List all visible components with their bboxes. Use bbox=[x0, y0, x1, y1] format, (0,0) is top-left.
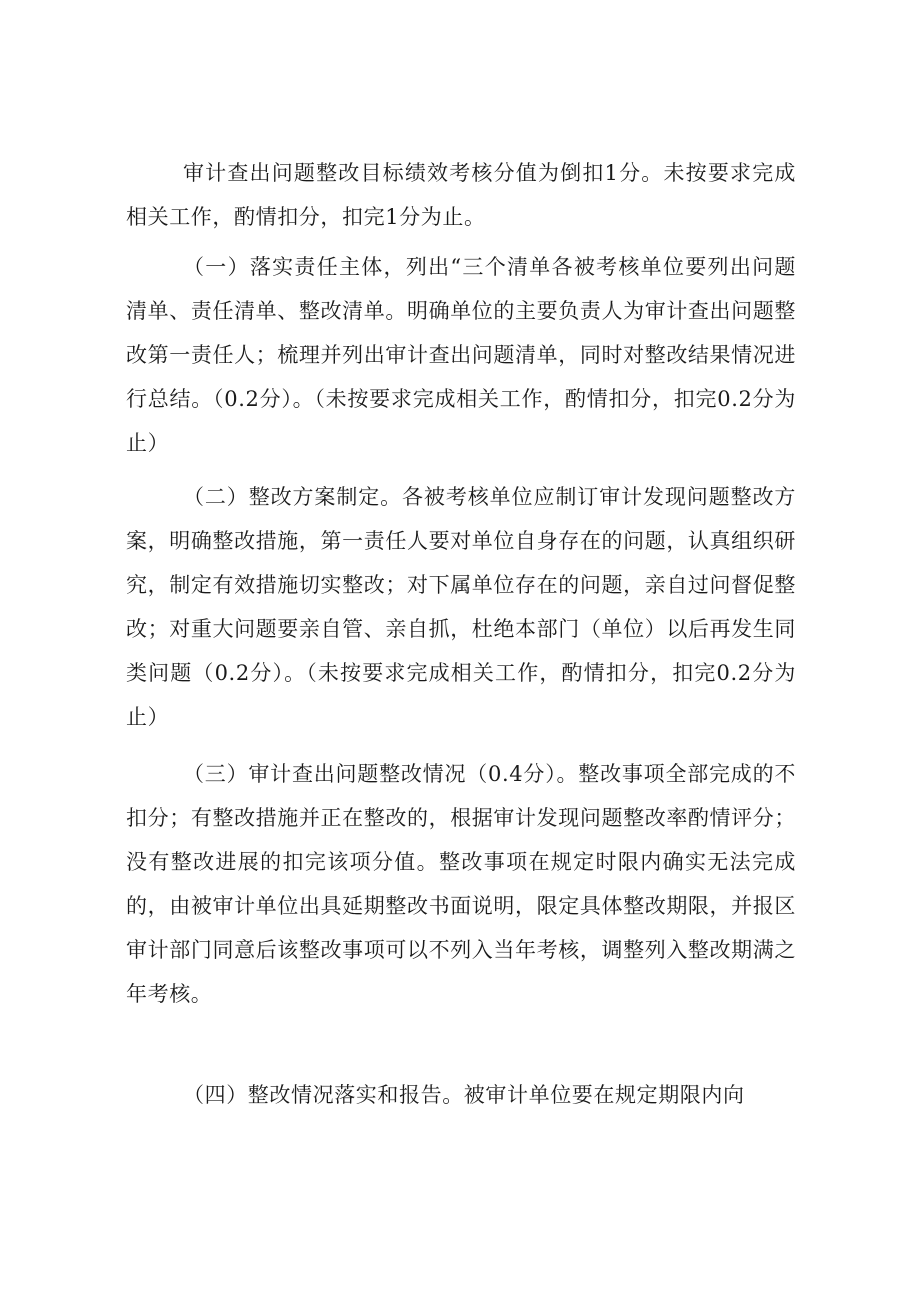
paragraph-section-3: （三）审计查出问题整改情况（0.4分）。整改事项全部完成的不扣分；有整改措施并正在整改的，根据审计发现问题整改率酌情评分；没有整改进展的扣完该项分值。整改事项在规定时限内确实无法完成的，由被审计单位出具延期整改书面说明，限定具体整改期限，并报区审计部门同意后该整改事项可以不列入当年考核，调整列入整改期满之年考核。 bbox=[126, 762, 796, 1006]
paragraph-section-4: （四）整改情况落实和报告。被审计单位要在规定期限内向 bbox=[183, 1083, 745, 1107]
paragraph-intro: 审计查出问题整改目标绩效考核分值为倒扣1分。未按要求完成相关工作，酌情扣分，扣完1分为止。 bbox=[126, 161, 796, 229]
paragraph-section-2: （二）整改方案制定。各被考核单位应制订审计发现问题整改方案，明确整改措施，第一责任人要对单位自身存在的问题，认真组织研究，制定有效措施切实整改；对下属单位存在的问题，亲自过问督促整改；对重大问题要亲自管、亲自抓，杜绝本部门（单位）以后再发生同类问题（0.2分）。（未按要求完成相关工作，酌情扣分，扣完0.2分为止） bbox=[126, 485, 796, 729]
paragraph-section-1: （一）落实责任主体，列出“三个清单各被考核单位要列出问题清单、责任清单、整改清单。明确单位的主要负责人为审计查出问题整改第一责任人；梳理并列出审计查出问题清单，同时对整改结果情况进行总结。（0.2分）。（未按要求完成相关工作，酌情扣分，扣完0.2分为止） bbox=[126, 255, 796, 455]
